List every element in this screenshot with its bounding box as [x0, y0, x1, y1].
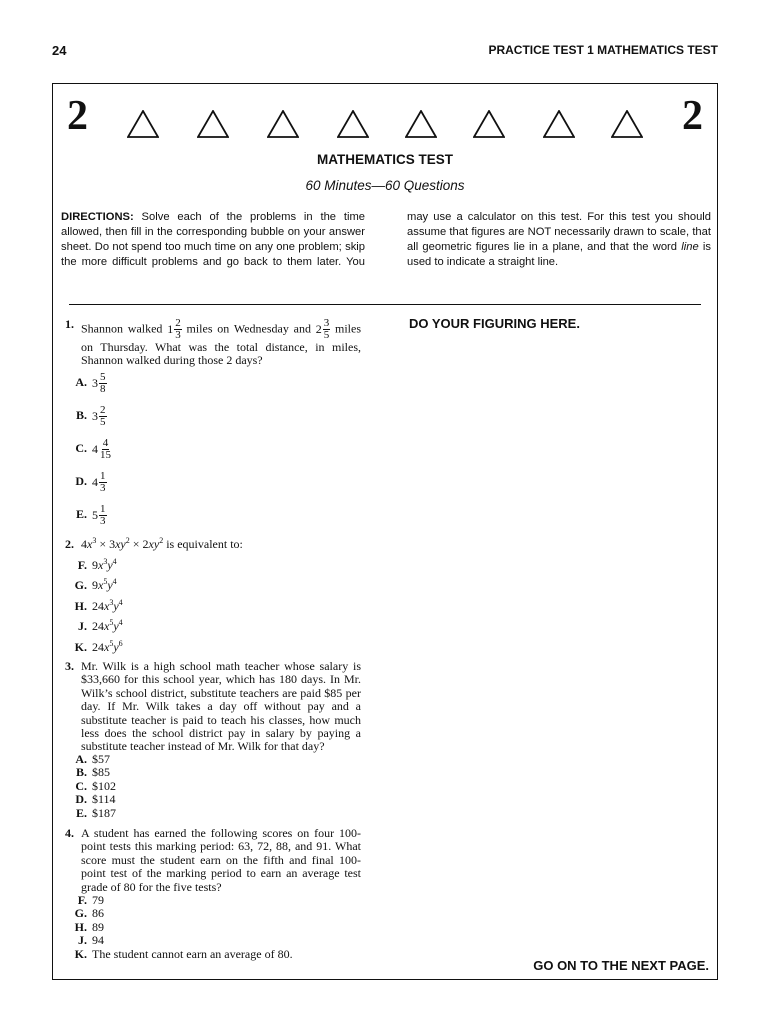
directions-lead: DIRECTIONS:	[61, 211, 134, 223]
option-letter: C.	[75, 778, 87, 793]
question-1	[65, 318, 361, 368]
answer-option[interactable]: G. $9x^5y^4$	[69, 578, 117, 593]
option-text: 89	[92, 919, 104, 934]
answer-option[interactable]	[69, 780, 116, 793]
answer-option[interactable]	[69, 807, 116, 820]
denominator: 3	[100, 482, 106, 494]
question-number: 3.	[65, 659, 74, 673]
denominator: 3	[100, 515, 106, 527]
denominator: 5	[100, 416, 106, 428]
answer-option[interactable]	[69, 907, 293, 920]
divider-rule	[69, 304, 701, 305]
option-letter: H.	[74, 919, 87, 934]
answer-option[interactable]	[69, 921, 293, 934]
answer-option[interactable]: K. $24x^5y^6$	[69, 640, 123, 655]
directions-italic-word: line	[681, 241, 699, 254]
section-number-right: 2	[682, 93, 703, 139]
test-frame	[52, 83, 718, 980]
question-4	[65, 827, 361, 894]
question-number: 4.	[65, 826, 74, 840]
denominator: 5	[323, 329, 330, 341]
next-page-label: GO ON TO THE NEXT PAGE.	[533, 958, 709, 973]
answer-option[interactable]	[69, 948, 293, 961]
option-letter: B.	[75, 765, 87, 780]
option-text: $114	[92, 792, 116, 807]
stem-text: is equivalent to:	[163, 537, 243, 551]
test-title: MATHEMATICS TEST	[317, 152, 453, 167]
option-text: The student cannot earn an average of 80.	[92, 946, 293, 961]
answer-options	[69, 753, 116, 820]
numerator: 5	[100, 371, 106, 383]
question-stem: Mr. Wilk is a high school math teacher whose salary is $33,660 for this school year, which has 180 days. In Mr. Wilk’s school district, substitute teachers are paid $85 per day. If Mr. Wilk takes a day off without pay and a substitute teacher is paid to teach his classes, how much less does the school district pay in salary by paying a substitute teacher instead of Mr. Wilk for that day?	[81, 659, 361, 754]
option-text: 94	[92, 933, 104, 948]
option-letter: B.	[75, 408, 87, 423]
numerator: 2	[175, 317, 181, 329]
mixed-number	[316, 318, 331, 341]
whole-part: 3	[92, 409, 98, 423]
directions-text: Solve each of the problems in the time allowed, then fill in the corresponding bubble on your answer sheet. Do not spend too much time on any one problem; skip the more difficult problems and go back to them later. You may use a calculator on this test. For this test you should assume that figures are NOT necessarily drawn to scale, that all geometric figures lie in a plane, and that the word	[61, 211, 711, 269]
question-number: 1.	[65, 317, 74, 331]
answer-option[interactable]	[69, 372, 107, 395]
denominator: 3	[175, 329, 181, 341]
option-letter: J.	[78, 933, 87, 948]
answer-option[interactable]	[69, 504, 107, 527]
denominator: 8	[100, 383, 106, 395]
numerator: 2	[100, 404, 106, 416]
question-3	[65, 660, 361, 754]
option-letter: E.	[75, 507, 87, 522]
question-stem: A student has earned the following scores on four 100-point tests this marking period: 63, 72, 88, and 91. What score must the student earn on the fifth and final 100-point test of the marking period to earn an average test grade of 80 for the five tests?	[81, 826, 361, 894]
whole-part: 4	[92, 475, 98, 489]
numerator: 1	[100, 503, 106, 515]
question-stem	[81, 318, 361, 368]
option-text: 86	[92, 906, 104, 921]
option-text: $187	[92, 805, 116, 820]
answer-option[interactable]	[69, 405, 107, 428]
option-letter: F.	[77, 558, 87, 572]
option-letter: A.	[75, 752, 87, 766]
test-subtitle: 60 Minutes—60 Questions	[305, 178, 465, 193]
stem-text: Shannon walked	[81, 321, 168, 336]
whole-part: 5	[92, 508, 98, 522]
option-letter: K.	[74, 640, 87, 654]
denominator: 15	[100, 449, 111, 461]
numerator: 3	[323, 317, 330, 329]
option-letter: F.	[77, 893, 87, 907]
option-letter: G.	[74, 906, 87, 921]
answer-option[interactable]	[69, 894, 293, 907]
option-letter: H.	[74, 599, 87, 613]
whole-part: 1	[167, 321, 174, 336]
option-letter: G.	[74, 578, 87, 592]
question-2	[65, 538, 361, 551]
answer-option[interactable]: H. $24x^3y^4$	[69, 599, 123, 614]
option-letter: D.	[75, 474, 87, 489]
option-letter: J.	[78, 619, 87, 633]
stem-text: miles on Wednesday and	[181, 321, 316, 336]
whole-part: 3	[92, 376, 98, 390]
option-letter: E.	[75, 805, 87, 820]
whole-part: 2	[315, 321, 322, 336]
section-banner	[53, 94, 717, 138]
answer-option[interactable]	[69, 766, 116, 779]
directions-text-end: is used to indicate a straight line.	[407, 241, 711, 269]
running-head: PRACTICE TEST 1 MATHEMATICS TEST	[488, 43, 718, 57]
answer-option[interactable]	[69, 934, 293, 947]
option-text: $102	[92, 778, 116, 793]
option-text: 79	[92, 893, 104, 907]
option-letter: A.	[75, 375, 87, 390]
option-letter: D.	[75, 792, 87, 807]
directions	[61, 210, 711, 270]
answer-option[interactable]	[69, 793, 116, 806]
section-number-left: 2	[67, 93, 88, 139]
answer-option[interactable]	[69, 753, 116, 766]
whole-part: 4	[92, 442, 98, 456]
option-letter: C.	[75, 441, 87, 456]
question-number: 2.	[65, 537, 74, 551]
option-text: $57	[92, 752, 110, 766]
figuring-label: DO YOUR FIGURING HERE.	[409, 316, 580, 331]
option-letter: K.	[74, 946, 87, 961]
answer-option[interactable]	[69, 471, 107, 494]
page-number: 24	[52, 43, 67, 58]
question-stem: $4x^3 \times 3xy^2 \times 2xy^2$ is equivalent to:	[81, 536, 243, 551]
answer-option[interactable]: F. $9x^3y^4$	[69, 558, 117, 573]
numerator: 1	[100, 470, 106, 482]
option-text: $85	[92, 765, 110, 780]
answer-option[interactable]	[69, 438, 112, 461]
mixed-number	[167, 318, 182, 341]
numerator: 4	[102, 437, 109, 449]
answer-options	[69, 894, 293, 961]
answer-option[interactable]: J. $24x^5y^4$	[69, 619, 123, 634]
stem-text: miles on Thursday. What was the total distance, in miles, Shannon walked during those 2 days?	[81, 321, 362, 368]
